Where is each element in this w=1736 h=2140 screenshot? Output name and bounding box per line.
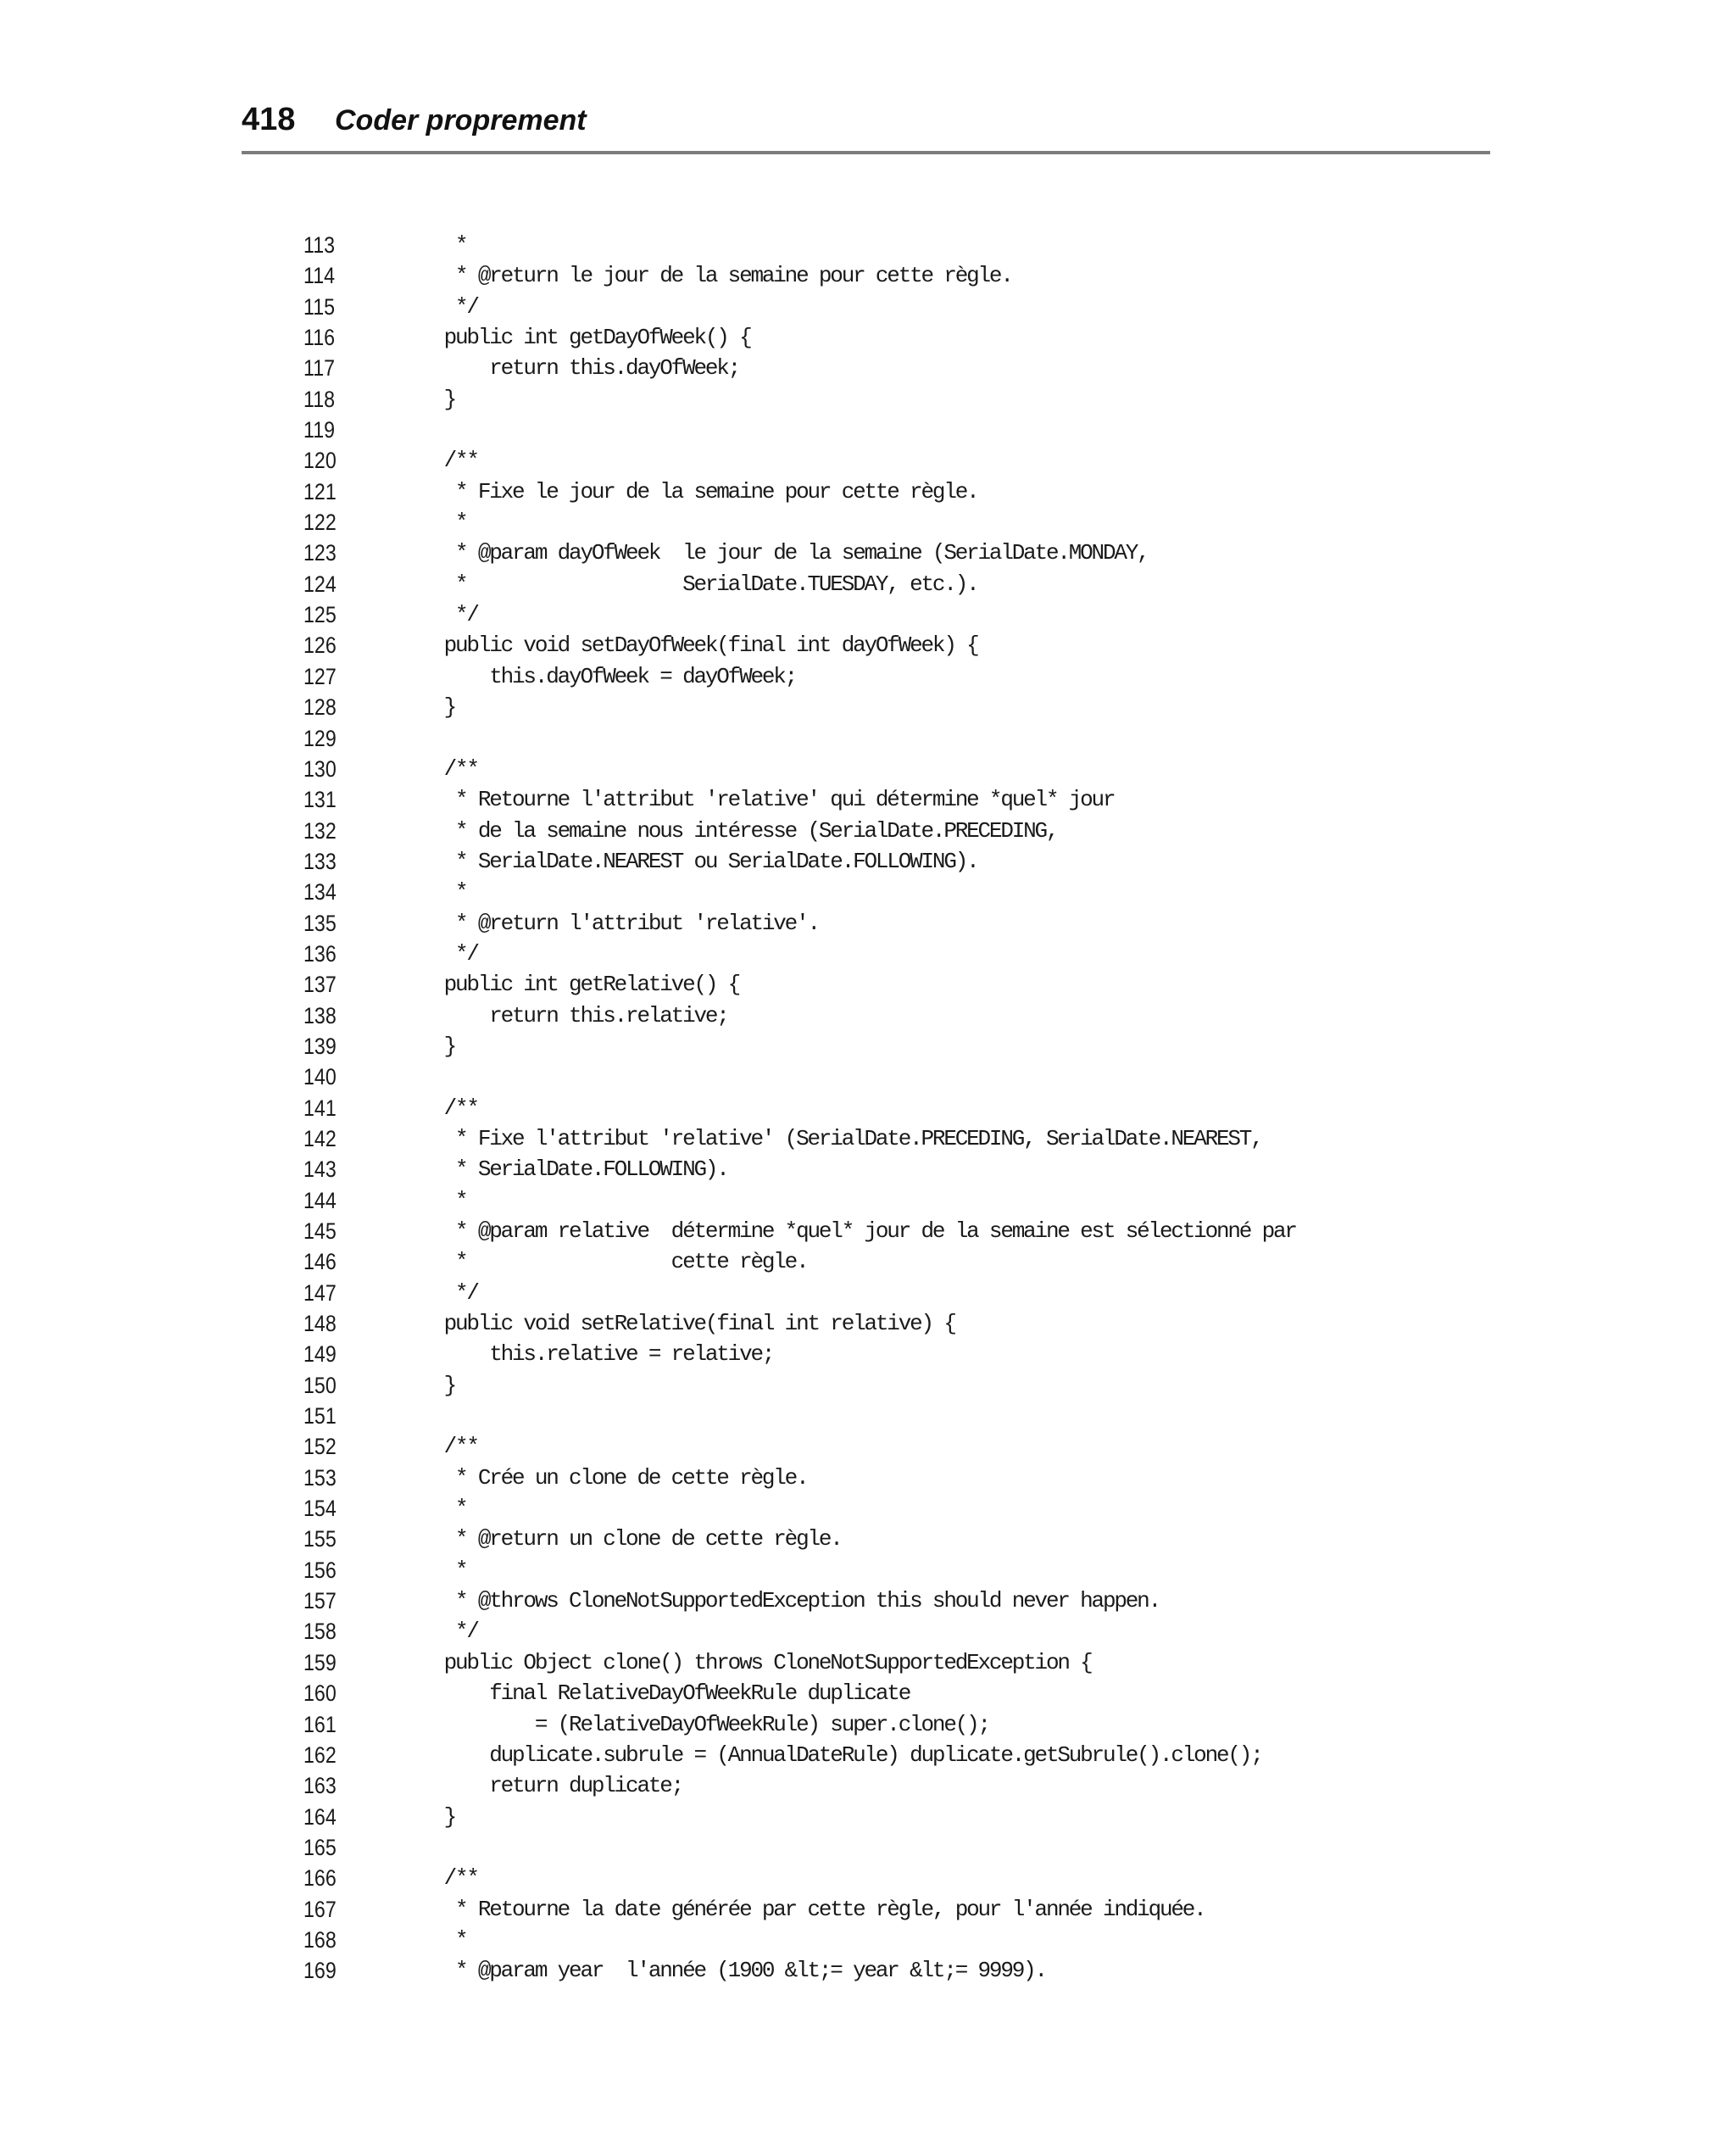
book-title: Coder proprement — [335, 104, 587, 137]
code-line — [303, 969, 1490, 1000]
code-line — [303, 1154, 1490, 1184]
code-line — [303, 230, 1490, 260]
line-number: 153 — [303, 1464, 337, 1491]
line-number: 119 — [303, 417, 336, 443]
line-number: 169 — [303, 1958, 337, 1984]
line-number: 131 — [303, 787, 337, 813]
line-number: 133 — [303, 848, 337, 874]
line-text: * @param relative détermine *quel* jour de la semaine est sélectionné par — [398, 1218, 1296, 1244]
code-line — [303, 877, 1490, 907]
line-text: * — [398, 1187, 467, 1213]
line-text: * — [398, 510, 467, 536]
line-number: 141 — [303, 1095, 337, 1121]
code-line — [303, 260, 1490, 291]
code-line — [303, 445, 1490, 476]
code-line — [303, 1863, 1490, 1893]
code-line — [303, 1524, 1490, 1554]
line-number: 155 — [303, 1526, 337, 1552]
code-line — [303, 754, 1490, 784]
code-line — [303, 1278, 1490, 1308]
code-line — [303, 1955, 1490, 1986]
line-number: 149 — [303, 1341, 337, 1368]
code-line — [303, 1216, 1490, 1246]
line-number: 114 — [303, 263, 336, 289]
line-text: * @param dayOfWeek le jour de la semaine (SerialDate.MONDAY, — [398, 540, 1149, 566]
page-number: 418 — [242, 102, 296, 137]
code-line — [303, 1925, 1490, 1955]
line-text: * SerialDate.NEAREST ou SerialDate.FOLLOWING). — [398, 848, 978, 874]
code-line — [303, 1616, 1490, 1647]
line-text: return duplicate; — [398, 1773, 683, 1799]
code-line — [303, 630, 1490, 660]
code-line — [303, 476, 1490, 507]
line-text: * Retourne l'attribut 'relative' qui détermine *quel* jour — [398, 787, 1115, 813]
code-line — [303, 1678, 1490, 1708]
line-text: } — [398, 386, 456, 412]
line-number: 137 — [303, 972, 337, 998]
line-number: 144 — [303, 1187, 337, 1213]
line-number: 159 — [303, 1649, 337, 1675]
line-number: 118 — [303, 386, 336, 412]
code-line — [303, 1709, 1490, 1740]
line-number: 163 — [303, 1773, 337, 1799]
code-line — [303, 1493, 1490, 1524]
code-line — [303, 661, 1490, 692]
code-listing — [303, 230, 1490, 1987]
line-number: 116 — [303, 325, 336, 351]
line-number: 117 — [303, 355, 336, 382]
line-text: * — [398, 232, 467, 258]
line-number: 125 — [303, 602, 337, 628]
line-text: public int getDayOfWeek() { — [398, 325, 751, 351]
line-text: * @return le jour de la semaine pour cette règle. — [398, 263, 1012, 289]
line-text: */ — [398, 602, 478, 628]
line-number: 162 — [303, 1742, 337, 1768]
code-line — [303, 1647, 1490, 1678]
code-line — [303, 1431, 1490, 1462]
line-text: /** — [398, 448, 478, 474]
code-line — [303, 1401, 1490, 1431]
line-number: 115 — [303, 293, 336, 320]
line-text: */ — [398, 1279, 478, 1306]
line-text: * @return un clone de cette règle. — [398, 1526, 842, 1552]
line-number: 122 — [303, 510, 337, 536]
line-text: final RelativeDayOfWeekRule duplicate — [398, 1680, 910, 1707]
line-number: 148 — [303, 1311, 337, 1337]
code-line — [303, 939, 1490, 969]
code-line — [303, 1894, 1490, 1925]
line-text: * Crée un clone de cette règle. — [398, 1464, 808, 1491]
line-number: 143 — [303, 1156, 337, 1183]
line-number: 128 — [303, 694, 337, 721]
line-text: * Fixe l'attribut 'relative' (SerialDate.PRECEDING, SerialDate.NEAREST, — [398, 1125, 1262, 1151]
code-line — [303, 1000, 1490, 1031]
line-text: * @return l'attribut 'relative'. — [398, 910, 819, 936]
code-line — [303, 1185, 1490, 1216]
line-text: = (RelativeDayOfWeekRule) super.clone(); — [398, 1711, 989, 1737]
line-number: 127 — [303, 663, 337, 689]
line-number: 147 — [303, 1279, 337, 1306]
line-text: * de la semaine nous intéresse (SerialDate.PRECEDING, — [398, 817, 1058, 844]
line-number: 165 — [303, 1834, 337, 1860]
line-number: 130 — [303, 755, 337, 782]
line-text: this.relative = relative; — [398, 1341, 774, 1368]
code-line — [303, 1802, 1490, 1832]
line-text: * — [398, 1557, 467, 1583]
line-number: 126 — [303, 633, 337, 659]
code-line — [303, 1339, 1490, 1369]
line-text: */ — [398, 293, 478, 320]
line-number: 138 — [303, 1002, 337, 1028]
line-number: 146 — [303, 1249, 337, 1275]
line-text: /** — [398, 1865, 478, 1892]
line-text: duplicate.subrule = (AnnualDateRule) duplicate.getSubrule().clone(); — [398, 1742, 1262, 1768]
code-line — [303, 1031, 1490, 1062]
code-line — [303, 1308, 1490, 1339]
line-number: 129 — [303, 725, 337, 751]
code-line — [303, 353, 1490, 383]
line-text: * SerialDate.FOLLOWING). — [398, 1156, 728, 1183]
code-line — [303, 1093, 1490, 1123]
line-number: 158 — [303, 1619, 337, 1645]
line-number: 124 — [303, 571, 337, 597]
line-number: 156 — [303, 1557, 337, 1583]
code-line — [303, 1770, 1490, 1801]
line-text: /** — [398, 1095, 478, 1121]
line-text: * — [398, 1926, 467, 1953]
line-number: 142 — [303, 1125, 337, 1151]
line-text: return this.dayOfWeek; — [398, 355, 740, 382]
line-text: */ — [398, 1619, 478, 1645]
code-line — [303, 599, 1490, 630]
line-text: } — [398, 694, 456, 721]
line-number: 167 — [303, 1896, 337, 1922]
line-text: } — [398, 1033, 456, 1059]
line-number: 154 — [303, 1496, 337, 1522]
code-line — [303, 415, 1490, 445]
line-number: 151 — [303, 1403, 337, 1429]
line-text: public int getRelative() { — [398, 972, 740, 998]
code-line — [303, 784, 1490, 815]
line-text: * @param year l'année (1900 &lt;= year &lt;= 9999). — [398, 1958, 1046, 1984]
code-line — [303, 1123, 1490, 1154]
line-text: * cette règle. — [398, 1249, 808, 1275]
code-line — [303, 292, 1490, 322]
line-number: 139 — [303, 1033, 337, 1059]
line-number: 135 — [303, 910, 337, 936]
line-number: 160 — [303, 1680, 337, 1707]
line-text: * SerialDate.TUESDAY, etc.). — [398, 571, 978, 597]
line-number: 113 — [303, 232, 336, 258]
code-line — [303, 1740, 1490, 1770]
code-line — [303, 507, 1490, 538]
line-number: 132 — [303, 817, 337, 844]
line-number: 136 — [303, 940, 337, 967]
line-number: 157 — [303, 1588, 337, 1614]
line-number: 168 — [303, 1926, 337, 1953]
line-text: /** — [398, 1434, 478, 1460]
line-text: */ — [398, 940, 478, 967]
line-number: 121 — [303, 478, 337, 504]
code-line — [303, 569, 1490, 599]
code-line — [303, 538, 1490, 568]
line-number: 161 — [303, 1711, 337, 1737]
code-line — [303, 322, 1490, 353]
code-line — [303, 1555, 1490, 1585]
line-number: 120 — [303, 448, 337, 474]
line-number: 152 — [303, 1434, 337, 1460]
line-number: 166 — [303, 1865, 337, 1892]
code-line — [303, 1832, 1490, 1863]
line-number: 145 — [303, 1218, 337, 1244]
code-line — [303, 723, 1490, 754]
code-line — [303, 1370, 1490, 1401]
code-line — [303, 384, 1490, 415]
code-line — [303, 816, 1490, 846]
code-line — [303, 908, 1490, 939]
line-text: return this.relative; — [398, 1002, 728, 1028]
code-line — [303, 1246, 1490, 1277]
line-number: 123 — [303, 540, 337, 566]
line-number: 140 — [303, 1064, 337, 1090]
page-header — [242, 93, 1490, 154]
line-text: * Retourne la date générée par cette règle, pour l'année indiquée. — [398, 1896, 1205, 1922]
line-text: public void setRelative(final int relative) { — [398, 1311, 955, 1337]
line-text: /** — [398, 755, 478, 782]
line-number: 164 — [303, 1803, 337, 1830]
line-number: 134 — [303, 879, 337, 906]
code-line — [303, 692, 1490, 722]
line-number: 150 — [303, 1372, 337, 1398]
code-line — [303, 1463, 1490, 1493]
line-text: } — [398, 1803, 456, 1830]
code-line — [303, 846, 1490, 877]
line-text: * @throws CloneNotSupportedException this should never happen. — [398, 1588, 1160, 1614]
line-text: public void setDayOfWeek(final int dayOfWeek) { — [398, 633, 978, 659]
line-text: public Object clone() throws CloneNotSupportedException { — [398, 1649, 1092, 1675]
code-line — [303, 1062, 1490, 1092]
line-text: * — [398, 879, 467, 906]
line-text: * Fixe le jour de la semaine pour cette règle. — [398, 478, 978, 504]
code-line — [303, 1585, 1490, 1616]
line-text: } — [398, 1372, 456, 1398]
line-text: * — [398, 1496, 467, 1522]
line-text: this.dayOfWeek = dayOfWeek; — [398, 663, 797, 689]
